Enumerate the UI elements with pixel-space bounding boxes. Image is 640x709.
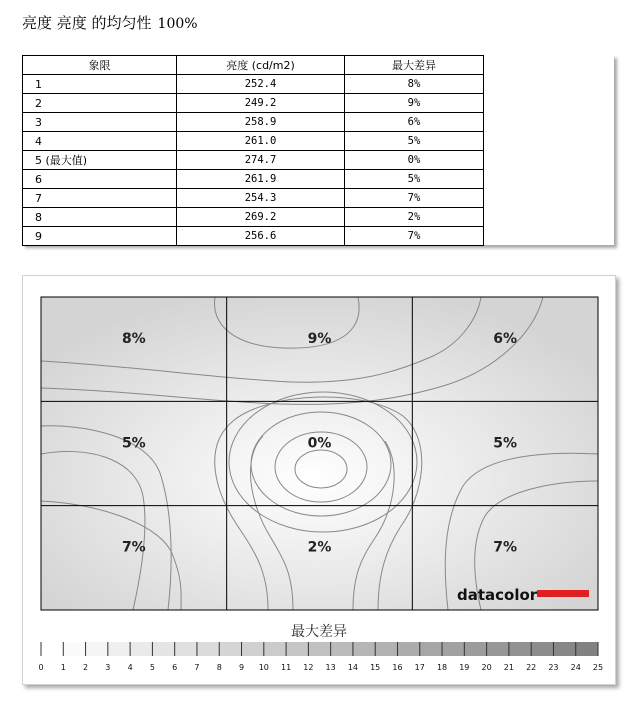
scale-tick-label: 22: [526, 663, 537, 672]
scale-swatch: [442, 642, 464, 656]
scale-swatch: [63, 642, 85, 656]
cell-luminance: 256.6: [177, 227, 345, 246]
table-row: [23, 227, 484, 246]
scale-tick-label: 5: [149, 663, 155, 672]
scale-tick-label: 0: [38, 663, 44, 672]
scale-swatch: [375, 642, 397, 656]
header-luminance: 亮度 (cd/m2): [177, 56, 345, 75]
cell-max-diff: 2%: [345, 208, 484, 227]
table-header-row: [23, 56, 484, 75]
scale-tick-label: 25: [592, 663, 604, 672]
cell-quadrant: 1: [23, 75, 177, 94]
scale-swatch: [152, 642, 174, 656]
scale-tick-label: 21: [503, 663, 514, 672]
scale-swatch: [331, 642, 353, 656]
cell-max-diff: 6%: [345, 113, 484, 132]
cell-luminance: 261.0: [177, 132, 345, 151]
scale-tick-label: 3: [105, 663, 111, 672]
header-quadrant: 象限: [23, 56, 177, 75]
scale-tick-label: 7: [194, 663, 200, 672]
brand-text: datacolor: [457, 586, 538, 604]
quadrant-2-label: 9%: [307, 331, 332, 347]
scale-swatch: [108, 642, 130, 656]
scale-tick-label: 8: [216, 663, 222, 672]
title-percent: 100%: [157, 16, 198, 32]
scale-swatch: [197, 642, 219, 656]
table-row: [23, 113, 484, 132]
cell-quadrant: 6: [23, 170, 177, 189]
table-card: [22, 55, 614, 245]
quadrant-3-label: 6%: [493, 331, 518, 347]
cell-luminance: 249.2: [177, 94, 345, 113]
scale-tick-label: 20: [481, 663, 492, 672]
quadrant-5-label: 0%: [307, 435, 332, 452]
scale-swatch: [130, 642, 152, 656]
cell-max-diff: 7%: [345, 189, 484, 208]
cell-luminance: 254.3: [177, 189, 345, 208]
scale-tick-label: 16: [392, 663, 403, 672]
scale-tick-label: 17: [414, 663, 425, 672]
scale-swatch: [175, 642, 197, 656]
scale-swatch: [41, 642, 63, 656]
scale-tick-label: 18: [436, 663, 448, 672]
scale-tick-label: 14: [347, 663, 359, 672]
scale-tick-label: 13: [325, 663, 336, 672]
table-row: [23, 132, 484, 151]
quadrant-8-label: 2%: [307, 539, 332, 556]
uniformity-table: [22, 55, 484, 246]
brand-bar: [537, 590, 589, 597]
scale-swatch: [553, 642, 575, 656]
cell-quadrant: 5 (最大值): [23, 151, 177, 170]
quadrant-1-label: 8%: [121, 331, 146, 347]
cell-quadrant: 7: [23, 189, 177, 208]
scale-swatch: [86, 642, 108, 656]
scale-swatch: [353, 642, 375, 656]
table-row: [23, 189, 484, 208]
scale-tick-label: 11: [280, 663, 292, 672]
cell-luminance: 261.9: [177, 170, 345, 189]
scale-title: 最大差异: [291, 624, 347, 640]
cell-luminance: 252.4: [177, 75, 345, 94]
scale-swatch: [219, 642, 241, 656]
cell-max-diff: 0%: [345, 151, 484, 170]
scale-tick-label: 4: [127, 663, 133, 672]
cell-max-diff: 9%: [345, 94, 484, 113]
cell-quadrant: 3: [23, 113, 177, 132]
table-row: [23, 94, 484, 113]
uniformity-chart: [23, 276, 615, 684]
scale-swatch: [509, 642, 531, 656]
quadrant-4-label: 5%: [121, 435, 146, 452]
cell-quadrant: 2: [23, 94, 177, 113]
scale-swatch: [487, 642, 509, 656]
scale-legend: [38, 623, 603, 672]
scale-swatch: [264, 642, 286, 656]
cell-luminance: 269.2: [177, 208, 345, 227]
scale-swatch: [286, 642, 308, 656]
cell-luminance: 258.9: [177, 113, 345, 132]
table-row: [23, 170, 484, 189]
scale-swatch: [242, 642, 264, 656]
scale-tick-label: 23: [548, 663, 559, 672]
scale-tick-label: 12: [303, 663, 314, 672]
table-row: [23, 151, 484, 170]
quadrant-7-label: 7%: [121, 539, 146, 556]
cell-quadrant: 4: [23, 132, 177, 151]
scale-swatch: [420, 642, 442, 656]
scale-tick-label: 10: [258, 663, 269, 672]
cell-max-diff: 8%: [345, 75, 484, 94]
cell-max-diff: 5%: [345, 132, 484, 151]
scale-swatch: [576, 642, 598, 656]
scale-tick-label: 9: [238, 663, 245, 672]
title-text: 亮度 亮度 的均匀性: [22, 14, 152, 32]
table-row: [23, 208, 484, 227]
header-max-diff: 最大差异: [345, 56, 484, 75]
scale-tick-label: 24: [570, 663, 581, 672]
scale-swatch: [397, 642, 419, 656]
page-title: [22, 12, 198, 33]
uniformity-chart-card: [22, 275, 616, 685]
quadrant-6-label: 5%: [493, 435, 518, 452]
scale-tick-label: 6: [172, 663, 178, 672]
scale-swatch: [308, 642, 330, 656]
cell-quadrant: 9: [23, 227, 177, 246]
table-row: [23, 75, 484, 94]
quadrant-9-label: 7%: [493, 539, 518, 556]
scale-tick-label: 15: [370, 663, 381, 672]
scale-swatch: [531, 642, 553, 656]
scale-swatch: [464, 642, 486, 656]
cell-max-diff: 5%: [345, 170, 484, 189]
scale-tick-label: 1: [60, 663, 66, 672]
cell-luminance: 274.7: [177, 151, 345, 170]
cell-quadrant: 8: [23, 208, 177, 227]
scale-tick-label: 2: [83, 663, 89, 672]
scale-tick-label: 19: [459, 663, 470, 672]
cell-max-diff: 7%: [345, 227, 484, 246]
